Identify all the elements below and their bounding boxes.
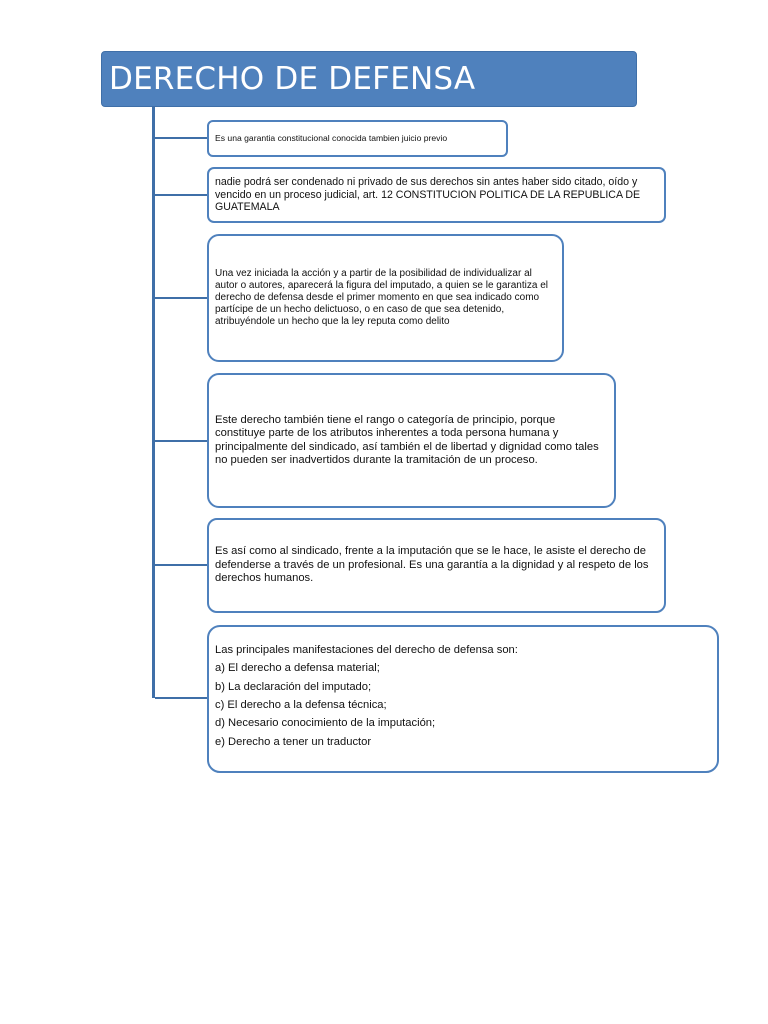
list-item: c) El derecho a la defensa técnica;	[215, 699, 387, 711]
node-imputado	[207, 234, 564, 362]
node-text: Es así como al sindicado, frente a la imputación que se le hace, le asiste el derecho de defenderse a través de un profesional. Es una garantía a la dignidad y al respeto de los derechos humanos.	[215, 545, 649, 585]
connector-branch-3	[155, 297, 207, 299]
node-articulo-12	[207, 167, 666, 223]
list-item: d) Necesario conocimiento de la imputación;	[215, 717, 436, 730]
node-juicio-previo	[207, 120, 508, 157]
list-item: e) Derecho a tener un traductor	[215, 735, 372, 748]
list-item: b) La declaración del imputado;	[215, 680, 372, 693]
connector-branch-5	[155, 564, 207, 566]
node-defensa-profesional	[207, 518, 666, 613]
node-principio	[207, 373, 616, 508]
connector-branch-6	[155, 697, 207, 699]
list-item: a) El derecho a defensa material;	[215, 662, 380, 675]
node-text: Una vez iniciada la acción y a partir de la posibilidad de individualizar al autor o autores, aparecerá la figura del imputado, a quien se le garantiza el derecho de defensa desde el primer momento en que sea indicado como partícipe de un hecho delictuoso, o en caso de que sea detenido, atribuyéndole un hecho que la ley reputa como delito	[215, 268, 548, 327]
node-text: nadie podrá ser condenado ni privado de sus derechos sin antes haber sido citado, oído y vencido en un proceso judicial, art. 12 CONSTITUCION POLITICA DE LA REPUBLICA DE GUATEMALA	[215, 175, 641, 214]
connector-branch-1	[155, 137, 207, 139]
title-box	[101, 51, 637, 107]
connector-branch-4	[155, 440, 207, 442]
node-text: Este derecho también tiene el rango o categoría de principio, porque constituye parte de los atributos inherentes a toda persona humana y principalmente del sindicado, así también el de libertad y dignidad como tales no pueden ser inadvertidos durante la tramitación de un proceso.	[215, 413, 599, 466]
node-text: Es una garantia constitucional conocida tambien juicio previo	[215, 133, 448, 144]
diagram-title: DERECHO DE DEFENSA	[109, 61, 476, 97]
node-heading: Las principales manifestaciones del derecho de defensa son:	[215, 643, 518, 656]
connector-branch-2	[155, 194, 207, 196]
node-manifestaciones	[207, 625, 719, 773]
